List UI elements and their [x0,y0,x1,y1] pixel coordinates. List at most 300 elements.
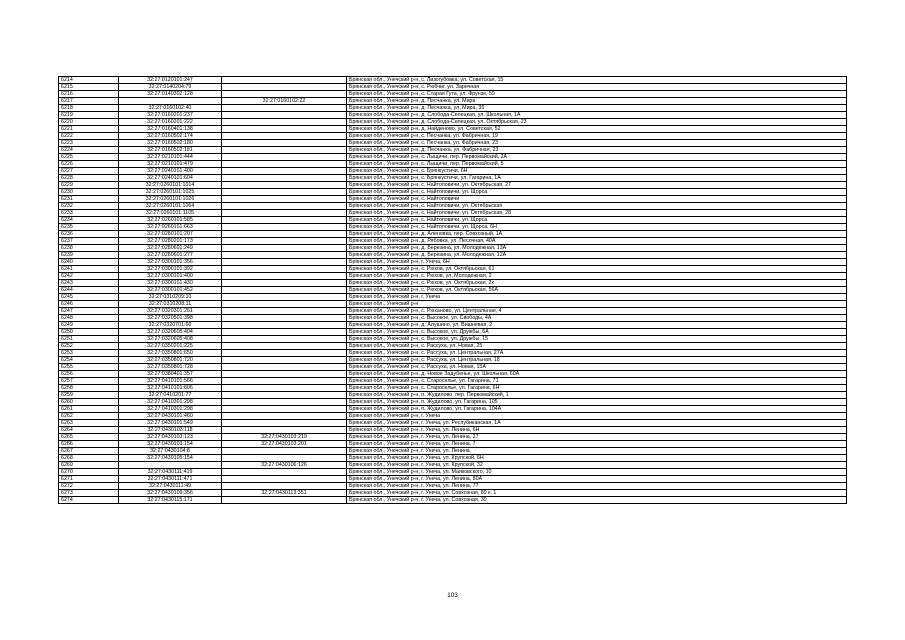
row-number-cell: 6257 [59,378,119,385]
cadastral-number-cell: 32:27:0300101:356 [119,259,222,266]
related-cadastral-number-cell [222,294,347,301]
address-cell: Брянская обл., Унечский р-н, д. Песчанка, ул. Мира, 35 [347,105,847,112]
row-number-cell: 6259 [59,392,119,399]
row-number-cell: 6261 [59,406,119,413]
table-row [59,287,847,294]
row-number-cell: 6232 [59,203,119,210]
related-cadastral-number-cell [222,301,347,308]
cadastral-number-cell: 32:27:0350801:650 [119,350,222,357]
related-cadastral-number-cell [222,140,347,147]
related-cadastral-number-cell [222,161,347,168]
address-cell: Брянская обл., Унечский р-н, д. Новое Задубенье, ул. Школьная, 60А [347,371,847,378]
related-cadastral-number-cell [222,189,347,196]
row-number-cell: 6235 [59,224,119,231]
related-cadastral-number-cell [222,231,347,238]
row-number-cell: 6217 [59,98,119,105]
cadastral-number-cell: 32:27:0380401:357 [119,371,222,378]
table-row [59,497,847,504]
row-number-cell: 6245 [59,294,119,301]
row-number-cell: 6271 [59,476,119,483]
row-number-cell: 6234 [59,217,119,224]
address-cell: Брянская обл., Унечский р-н, с. Рюхов, ул. Октябрьская, 56А [347,287,847,294]
row-number-cell: 6263 [59,420,119,427]
address-cell: Брянская обл., Унечский р-н, д. Алушино, ул. Вишневая, 2 [347,322,847,329]
address-cell: Брянская обл., Унечский р-н, с. Найтоповичи, ул. Октябрьская, 28 [347,210,847,217]
cadastral-number-cell: 32:27:0140204:79 [119,84,222,91]
cadastral-number-cell: 32:27:0120101:247 [119,77,222,84]
row-number-cell: 6260 [59,399,119,406]
related-cadastral-number-cell [222,483,347,490]
address-cell: Брянская обл., Унечский р-н, г. Унеча, ул. Крупской, 6Н [347,455,847,462]
address-cell: Брянская обл., Унечский р-н, с. Рассуха, ул. Центральная, 27А [347,350,847,357]
cadastral-number-cell: 32:27:0280601:249 [119,245,222,252]
related-cadastral-number-cell: 32:27:0430103:201 [222,441,347,448]
address-cell: Брянская обл., Унечский р-н, с. Найтоповичи, ул. Октябрьская [347,203,847,210]
address-cell: Брянская обл., Унечский р-н, п. Жудилово, ул. Гагарина, 105 [347,399,847,406]
table-row [59,91,847,98]
table-row [59,364,847,371]
table-row [59,84,847,91]
related-cadastral-number-cell [222,476,347,483]
table-row [59,238,847,245]
row-number-cell: 6227 [59,168,119,175]
cadastral-number-cell: 32:27:0160502:180 [119,140,222,147]
row-number-cell: 6231 [59,196,119,203]
address-cell: Брянская обл., Унечский р-н, с. Старая Гута, ул. Фрунзе, 59 [347,91,847,98]
address-cell: Брянская обл., Унечский р-н, д. Найденово, ул. Советская, 52 [347,126,847,133]
row-number-cell: 6256 [59,371,119,378]
cadastral-number-cell: 32:27:0160401:138 [119,126,222,133]
related-cadastral-number-cell [222,413,347,420]
table-row [59,462,847,469]
cadastral-number-cell: 32:27:0430105:154 [119,455,222,462]
cadastral-number-cell: 32:27:0320701:66 [119,322,222,329]
related-cadastral-number-cell [222,420,347,427]
table-row [59,210,847,217]
row-number-cell: 6273 [59,490,119,497]
table-row [59,469,847,476]
related-cadastral-number-cell [222,322,347,329]
row-number-cell: 6223 [59,140,119,147]
cadastral-number-cell: 32:27:0160102:40 [119,105,222,112]
row-number-cell: 6236 [59,231,119,238]
row-number-cell: 6262 [59,413,119,420]
related-cadastral-number-cell: 32:27:0160102:22 [222,98,347,105]
address-cell: Брянская обл., Унечский р-н, с. Рюхов, ул. Октябрьская, 61 [347,266,847,273]
row-number-cell: 6216 [59,91,119,98]
address-cell: Брянская обл., Унечский р-н, с. Старосельe, ул. Гагарина, 6Н [347,385,847,392]
row-number-cell: 6233 [59,210,119,217]
address-cell: Брянская обл., Унечский р-н, д. Слобода-Селецкая, ул. Октябрьская, 23 [347,119,847,126]
cadastral-number-cell: 32:27:0410301:298 [119,399,222,406]
related-cadastral-number-cell [222,329,347,336]
cadastral-number-cell: 32:27:0260101:1105 [119,210,222,217]
table-row [59,196,847,203]
address-cell: Брянская обл., Унечский р-н [347,301,847,308]
row-number-cell: 6258 [59,385,119,392]
table-row [59,490,847,497]
row-number-cell: 6270 [59,469,119,476]
row-number-cell: 6248 [59,315,119,322]
table-row [59,245,847,252]
address-cell: Брянская обл., Унечский р-н, г. Унеча, ул. Совхозная, 30 [347,497,847,504]
related-cadastral-number-cell [222,203,347,210]
related-cadastral-number-cell: 32:27:0430103:219 [222,434,347,441]
cadastral-number-cell: 32:27:0430101:549 [119,420,222,427]
related-cadastral-number-cell: 32:27:0430113:351 [222,490,347,497]
row-number-cell: 6241 [59,266,119,273]
cadastral-number-cell: 32:27:0260101:663 [119,224,222,231]
table-row [59,231,847,238]
row-number-cell: 6254 [59,357,119,364]
cadastral-number-cell: 32:27:0430111:471 [119,476,222,483]
cadastral-number-cell: 32:27:0430103:118 [119,427,222,434]
address-cell: Брянская обл., Унечский р-н, г. Унеча, ул. Ленина, 80А [347,476,847,483]
row-number-cell: 6238 [59,245,119,252]
address-cell: Брянская обл., Унечский р-н, с. Брянкустичи, ул. Гагарина, 1А [347,175,847,182]
related-cadastral-number-cell [222,427,347,434]
table-row [59,105,847,112]
address-cell: Брянская обл., Унечский р-н, с. Найтоповичи, ул. Щорса, 6Н [347,224,847,231]
cadastral-number-cell: 32:27:0430103:154 [119,441,222,448]
address-cell: Брянская обл., Унечский р-н, г. Унеча, ул. Ленина [347,448,847,455]
cadastral-number-cell: 32:27:0410101:566 [119,378,222,385]
cadastral-number-cell: 32:27:0210101:444 [119,154,222,161]
table-row [59,161,847,168]
related-cadastral-number-cell [222,168,347,175]
cadastral-number-cell: 32:27:0210101:479 [119,161,222,168]
address-cell: Брянская обл., Унечский р-н, г. Унеча, ул. Маяковского, 10 [347,469,847,476]
cadastral-number-cell: 32:27:0260101:585 [119,217,222,224]
row-number-cell: 6266 [59,441,119,448]
table-row [59,343,847,350]
table-row [59,189,847,196]
cadastral-number-cell: 32:27:0260101:1014 [119,182,222,189]
row-number-cell: 6272 [59,483,119,490]
table-row [59,147,847,154]
address-cell: Брянская обл., Унечский р-н, с. Найтоповичи, ул. Октябрьская, 27 [347,182,847,189]
table-row [59,126,847,133]
address-cell: Брянская обл., Унечский р-н, г. Унеча, ул. Ленина, 6Н [347,427,847,434]
table-row [59,266,847,273]
table-row [59,322,847,329]
row-number-cell: 6267 [59,448,119,455]
address-cell: Брянская обл., Унечский р-н, с. Лыщичи, пер. Первомайский, 5 [347,161,847,168]
row-number-cell: 6252 [59,343,119,350]
related-cadastral-number-cell [222,497,347,504]
address-cell: Брянская обл., Унечский р-н, с. Рюханово, ул. Центральная, 4 [347,308,847,315]
cadastral-number-cell: 32:27:0310209:10 [119,294,222,301]
related-cadastral-number-cell [222,196,347,203]
related-cadastral-number-cell [222,378,347,385]
cadastral-number-cell: 32:27:0430104:8 [119,448,222,455]
table-row [59,448,847,455]
cadastral-number-cell: 32:27:0320605:404 [119,329,222,336]
table-row [59,175,847,182]
address-cell: Брянская обл., Унечский р-н, д. Березина, ул. Молодежная, 13А [347,245,847,252]
related-cadastral-number-cell [222,77,347,84]
related-cadastral-number-cell [222,315,347,322]
address-cell: Брянская обл., Унечский р-н, с. Высокое, ул. Дружбы, 6А [347,329,847,336]
row-number-cell: 6251 [59,336,119,343]
related-cadastral-number-cell [222,238,347,245]
row-number-cell: 6269 [59,462,119,469]
related-cadastral-number-cell [222,210,347,217]
cadastral-number-cell: 32:27:0350801:720 [119,357,222,364]
address-cell: Брянская обл., Унечский р-н, г. Унеча, ул. Ленина, 77 [347,483,847,490]
cadastral-number-cell: 32:27:0350801:728 [119,364,222,371]
related-cadastral-number-cell [222,133,347,140]
related-cadastral-number-cell [222,455,347,462]
cadastral-number-cell: 32:27:0410301:298 [119,406,222,413]
related-cadastral-number-cell [222,266,347,273]
address-cell: Брянская обл., Унечский р-н, г. Унеча, 6Н [347,259,847,266]
address-cell: Брянская обл., Унечский р-н, с. Лизогубовка, ул. Советская, 15 [347,77,847,84]
cadastral-number-cell: 32:27:0280101:207 [119,231,222,238]
row-number-cell: 6228 [59,175,119,182]
table-row [59,413,847,420]
address-cell: Брянская обл., Унечский р-н, с. Старосельe, ул. Гагарина, 71 [347,378,847,385]
table-row [59,455,847,462]
cadastral-number-cell: 32:27:0410201:77 [119,392,222,399]
related-cadastral-number-cell [222,154,347,161]
table-row [59,112,847,119]
table-row [59,434,847,441]
related-cadastral-number-cell [222,112,347,119]
address-cell: Брянская обл., Унечский р-н, г. Унеча [347,413,847,420]
related-cadastral-number-cell [222,245,347,252]
table-row [59,203,847,210]
address-cell: Брянская обл., Унечский р-н, с. Рюхов, ул. Октябрьская, 2к [347,280,847,287]
address-cell: Брянская обл., Унечский р-н, с. Высокое, ул. Свободы, 4А [347,315,847,322]
related-cadastral-number-cell: 32:27:0430106:126 [222,462,347,469]
cadastral-number-cell: 32:27:0350201:225 [119,343,222,350]
related-cadastral-number-cell [222,448,347,455]
table-row [59,133,847,140]
row-number-cell: 6255 [59,364,119,371]
row-number-cell: 6240 [59,259,119,266]
related-cadastral-number-cell [222,406,347,413]
related-cadastral-number-cell [222,119,347,126]
address-cell: Брянская обл., Унечский р-н, с. Брянкустичи, 6Н [347,168,847,175]
cadastral-number-cell [119,98,222,105]
cadastral-number-cell: 32:27:0310208:11 [119,301,222,308]
table-row [59,98,847,105]
related-cadastral-number-cell [222,147,347,154]
related-cadastral-number-cell [222,399,347,406]
related-cadastral-number-cell [222,84,347,91]
address-cell: Брянская обл., Унечский р-н, г. Унеча, ул. Крупской, 32 [347,462,847,469]
cadastral-number-cell: 32:27:0320301:261 [119,308,222,315]
cadastral-number-cell: 32:27:0430103:123 [119,434,222,441]
related-cadastral-number-cell [222,224,347,231]
table-row [59,378,847,385]
row-number-cell: 6237 [59,238,119,245]
related-cadastral-number-cell [222,469,347,476]
related-cadastral-number-cell [222,287,347,294]
cadastral-number-cell: 32:27:0160502:174 [119,133,222,140]
table-row [59,476,847,483]
address-cell: Брянская обл., Унечский р-н, д. Песчанка, ул. Фабричная, 23 [347,147,847,154]
address-cell: Брянская обл., Унечский р-н, г. Унеча, ул. Ленина, 7 [347,441,847,448]
cadastral-number-cell: 32:27:0300101:400 [119,273,222,280]
address-cell: Брянская обл., Унечский р-н, п. Жудилово, ул. Гагарина, 104А [347,406,847,413]
address-cell: Брянская обл., Унечский р-н, с. Рассуха, ул. Новая, 15А [347,364,847,371]
cadastral-number-cell: 32:27:0160201:222 [119,119,222,126]
table-row [59,399,847,406]
table-row [59,308,847,315]
cadastral-number-cell: 32:27:0430101:460 [119,413,222,420]
row-number-cell: 6246 [59,301,119,308]
related-cadastral-number-cell [222,91,347,98]
table-row [59,119,847,126]
related-cadastral-number-cell [222,308,347,315]
cadastral-number-cell: 32:27:0260101:1064 [119,203,222,210]
related-cadastral-number-cell [222,364,347,371]
row-number-cell: 6222 [59,133,119,140]
row-number-cell: 6239 [59,252,119,259]
row-number-cell: 6219 [59,112,119,119]
row-number-cell: 6220 [59,119,119,126]
related-cadastral-number-cell [222,371,347,378]
related-cadastral-number-cell [222,343,347,350]
address-cell: Брянская обл., Унечский р-н, с. Высокое, ул. Дружбы, 15 [347,336,847,343]
row-number-cell: 6215 [59,84,119,91]
cadastral-number-cell: 32:27:0430111:419 [119,469,222,476]
address-cell: Брянская обл., Унечский р-н, с. Рассуха, ул. Новая, 25 [347,343,847,350]
address-cell: Брянская обл., Унечский р-н, с. Рюбчиг, ул. Заречная [347,84,847,91]
address-cell: Брянская обл., Унечский р-н, с. Лыщичи, пер. Первомайский, 2А [347,154,847,161]
registry-table [58,76,847,504]
address-cell: Брянская обл., Унечский р-н, с. Рюхов, ул. Молодежная, 2 [347,273,847,280]
cadastral-number-cell: 32:27:0260101:1025 [119,189,222,196]
related-cadastral-number-cell [222,357,347,364]
row-number-cell: 6247 [59,308,119,315]
cadastral-number-cell: 32:27:0140302:128 [119,91,222,98]
row-number-cell: 6230 [59,189,119,196]
address-cell: Брянская обл., Унечский р-н, с. Рассуха, ул. Центральная, 18 [347,357,847,364]
table-row [59,217,847,224]
related-cadastral-number-cell [222,175,347,182]
address-cell: Брянская обл., Унечский р-н, г. Унеча, ул. Ленина, 27 [347,434,847,441]
related-cadastral-number-cell [222,336,347,343]
address-cell: Брянская обл., Унечский р-н, с. Песчанка, ул. Фабричная, 19 [347,133,847,140]
table-row [59,483,847,490]
table-row [59,252,847,259]
row-number-cell: 6243 [59,280,119,287]
address-cell: Брянская обл., Унечский р-н, с. Найтоповичи [347,196,847,203]
cadastral-number-cell: 32:27:0240101:400 [119,168,222,175]
row-number-cell: 6250 [59,329,119,336]
cadastral-number-cell [119,462,222,469]
row-number-cell: 6244 [59,287,119,294]
related-cadastral-number-cell [222,182,347,189]
table-row [59,336,847,343]
related-cadastral-number-cell [222,385,347,392]
address-cell: Брянская обл., Унечский р-н, г. Унеча [347,294,847,301]
related-cadastral-number-cell [222,350,347,357]
table-row [59,154,847,161]
table-row [59,273,847,280]
address-cell: Брянская обл., Унечский р-н, с. Найтоповичи, ул. Щорса [347,189,847,196]
cadastral-number-cell: 32:27:0430109:356 [119,490,222,497]
table-row [59,294,847,301]
address-cell: Брянская обл., Унечский р-н, г. Унеча, ул. Респубиканская, 1А [347,420,847,427]
table-row [59,182,847,189]
row-number-cell: 6224 [59,147,119,154]
row-number-cell: 6265 [59,434,119,441]
related-cadastral-number-cell [222,259,347,266]
related-cadastral-number-cell [222,252,347,259]
related-cadastral-number-cell [222,392,347,399]
table-row [59,315,847,322]
table-row [59,406,847,413]
row-number-cell: 6249 [59,322,119,329]
row-number-cell: 6242 [59,273,119,280]
related-cadastral-number-cell [222,126,347,133]
cadastral-number-cell: 32:27:0260101:1026 [119,196,222,203]
cadastral-number-cell: 32:27:0240101:604 [119,175,222,182]
registry-table-body [59,77,847,504]
cadastral-number-cell: 32:27:0160201:237 [119,112,222,119]
address-cell: Брянская обл., Унечский р-н, д. Березина, ул. Молодежная, 12А [347,252,847,259]
cadastral-number-cell: 32:27:0320605:408 [119,336,222,343]
address-cell: Брянская обл., Унечский р-н, г. Унеча, ул. Совхозная, 80 к. 1 [347,490,847,497]
table-row [59,350,847,357]
cadastral-number-cell: 32:27:0300101:452 [119,287,222,294]
cadastral-number-cell: 32:27:0410101:606 [119,385,222,392]
related-cadastral-number-cell [222,280,347,287]
row-number-cell: 6225 [59,154,119,161]
row-number-cell: 6268 [59,455,119,462]
row-number-cell: 6253 [59,350,119,357]
address-cell: Брянская обл., Унечский р-н, д. Песчанка, ул. Мира [347,98,847,105]
row-number-cell: 6264 [59,427,119,434]
cadastral-number-cell: 32:27:0300101:430 [119,280,222,287]
row-number-cell: 6274 [59,497,119,504]
cadastral-number-cell: 32:27:0280201:173 [119,238,222,245]
address-cell: Брянская обл., Унечский р-н, с. Песчанка, ул. Фабричная, 23 [347,140,847,147]
cadastral-number-cell: 32:27:0160502:181 [119,147,222,154]
table-row [59,301,847,308]
cadastral-number-cell: 32:27:0300101:392 [119,266,222,273]
table-row [59,280,847,287]
page-number: 103 [447,592,458,599]
row-number-cell: 6221 [59,126,119,133]
table-row [59,441,847,448]
cadastral-number-cell: 32:27:0320501:398 [119,315,222,322]
address-cell: Брянская обл., Унечский р-н, п. Жудилово, пер. Первомайский, 1 [347,392,847,399]
row-number-cell: 6229 [59,182,119,189]
table-row [59,77,847,84]
table-row [59,420,847,427]
table-row [59,371,847,378]
related-cadastral-number-cell [222,273,347,280]
related-cadastral-number-cell [222,105,347,112]
row-number-cell: 6214 [59,77,119,84]
address-cell: Брянская обл., Унечский р-н, с. Найтоповичи, ул. Щорса [347,217,847,224]
cadastral-number-cell: 32:27:0430111:49 [119,483,222,490]
table-row [59,357,847,364]
table-row [59,392,847,399]
table-row [59,259,847,266]
address-cell: Брянская обл., Унечский р-н, д. Аленовка, пер. Совхозный, 1А [347,231,847,238]
table-row [59,427,847,434]
table-row [59,329,847,336]
table-row [59,224,847,231]
table-row [59,385,847,392]
related-cadastral-number-cell [222,217,347,224]
